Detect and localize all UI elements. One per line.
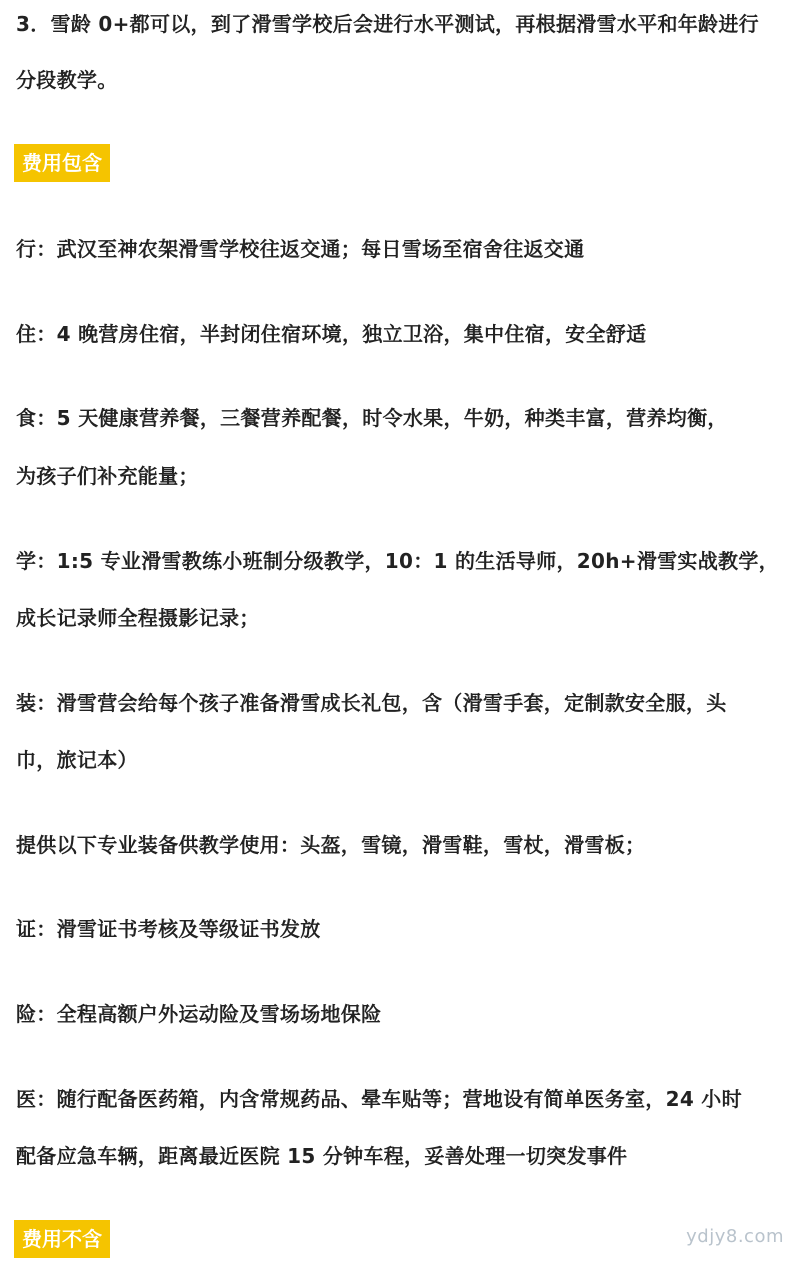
intro-line-1: 3．雪龄 0+都可以，到了滑雪学校后会进行水平测试，再根据滑雪水平和年龄进行 xyxy=(16,12,759,36)
meals-line-1: 食：5 天健康营养餐，三餐营养配餐，时令水果，牛奶，种类丰富，营养均衡， xyxy=(16,406,728,430)
medical-line-1: 医：随行配备医药箱，内含常规药品、晕车贴等；营地设有简单医务室，24 小时 xyxy=(16,1087,742,1111)
intro-line-2: 分段教学。 xyxy=(16,68,118,92)
gear-pack-line-2: 巾，旅记本） xyxy=(16,748,138,772)
study-line-1: 学：1:5 专业滑雪教练小班制分级教学，10：1 的生活导师，20h+滑雪实战教学， xyxy=(16,549,779,573)
transport-line: 行：武汉至神农架滑雪学校往返交通；每日雪场至宿舍往返交通 xyxy=(16,237,585,261)
certificate-line: 证：滑雪证书考核及等级证书发放 xyxy=(16,917,321,941)
meals-line-2: 为孩子们补充能量； xyxy=(16,464,199,488)
gear-pack-line-1: 装：滑雪营会给每个孩子准备滑雪成长礼包，含（滑雪手套，定制款安全服，头 xyxy=(16,691,727,715)
insurance-line: 险：全程高额户外运动险及雪场场地保险 xyxy=(16,1002,382,1026)
medical-line-2: 配备应急车辆，距离最近医院 15 分钟车程，妥善处理一切突发事件 xyxy=(16,1144,628,1168)
study-line-2: 成长记录师全程摄影记录； xyxy=(16,606,260,630)
fee-excluded-tag: 费用不含 xyxy=(14,1220,110,1258)
equipment-line: 提供以下专业装备供教学使用：头盔，雪镜，滑雪鞋，雪杖，滑雪板； xyxy=(16,833,646,857)
accommodation-line: 住：4 晚营房住宿，半封闭住宿环境，独立卫浴，集中住宿，安全舒适 xyxy=(16,322,647,346)
fee-included-tag: 费用包含 xyxy=(14,144,110,182)
watermark-text: ydjy8.com xyxy=(686,1226,784,1247)
